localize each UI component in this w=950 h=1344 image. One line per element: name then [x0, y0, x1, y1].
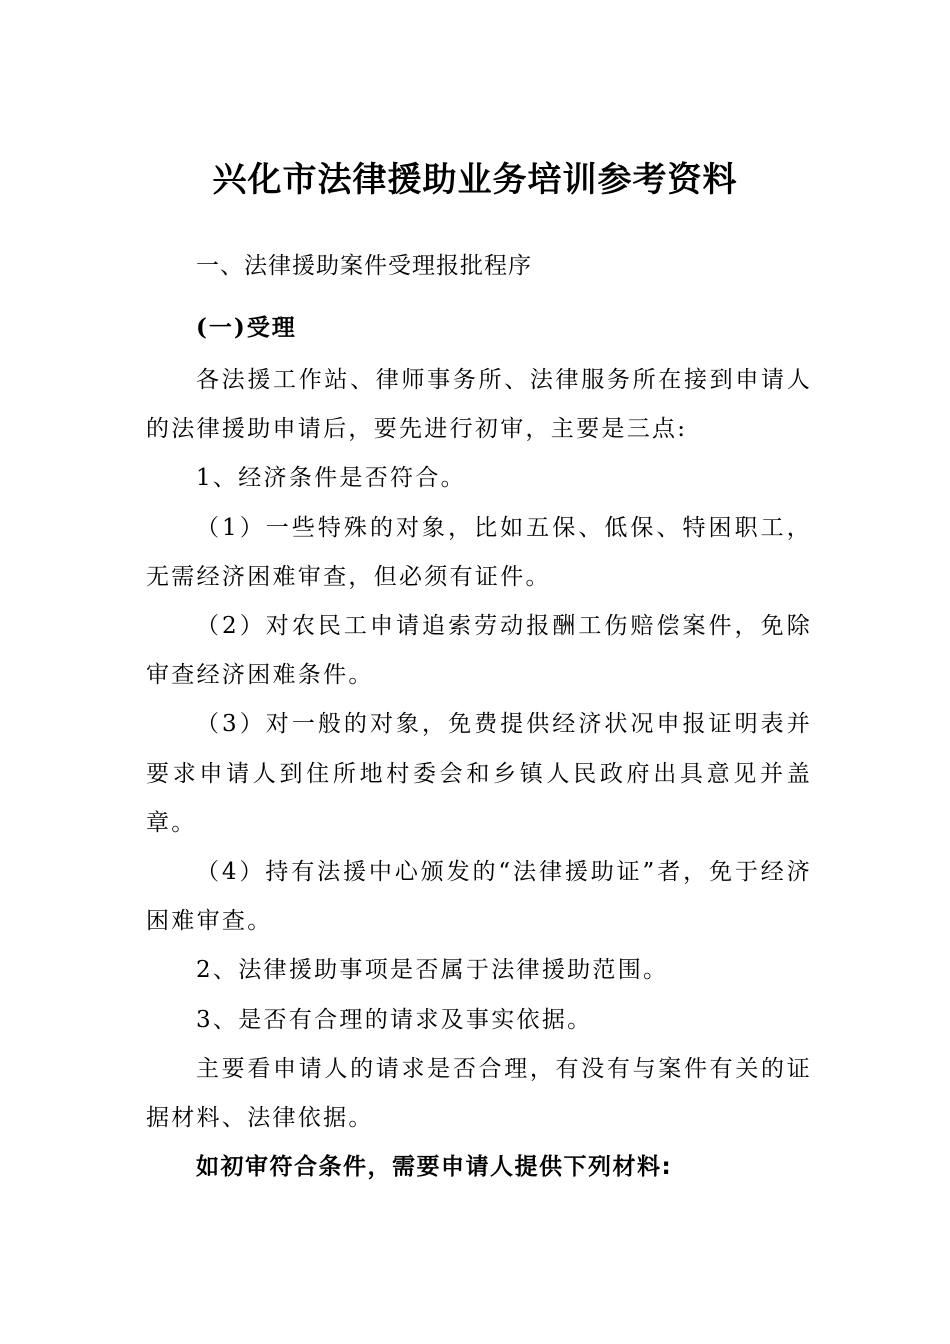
paragraph-subitem-4: （4）持有法援中心颁发的“法律援助证”者，免于经济困难审查。	[146, 859, 812, 935]
paragraph-item-2: 2、法律援助事项是否属于法律援助范围。	[196, 957, 669, 984]
paragraph-item-3: 3、是否有合理的请求及事实依据。	[196, 1006, 593, 1033]
paragraph-item-1: 1、经济条件是否符合。	[196, 465, 466, 492]
subsection-heading: (一)受理	[196, 314, 297, 341]
paragraph-intro: 各法援工作站、律师事务所、法律服务所在接到申请人的法律援助申请后，要先进行初审，主要是三点:	[146, 367, 812, 443]
paragraph-subitem-3: （3）对一般的对象，免费提供经济状况申报证明表并要求申请人到住所地村委会和乡镇人民政府出具意见并盖章。	[146, 711, 812, 836]
paragraph-explanation: 主要看申请人的请求是否合理，有没有与案件有关的证据材料、法律依据。	[146, 1055, 812, 1132]
paragraph-subitem-2: （2）对农民工申请追索劳动报酬工伤赔偿案件，免除审查经济困难条件。	[146, 613, 812, 689]
document-title: 兴化市法律援助业务培训参考资料	[212, 160, 738, 200]
paragraph-closing: 如初审符合条件，需要申请人提供下列材料:	[196, 1154, 673, 1181]
document-body	[146, 356, 812, 1192]
paragraph-subitem-1: （1）一些特殊的对象，比如五保、低保、特困职工，无需经济困难审查，但必须有证件。	[146, 514, 812, 590]
section-heading: 一、法律援助案件受理报批程序	[196, 253, 532, 279]
